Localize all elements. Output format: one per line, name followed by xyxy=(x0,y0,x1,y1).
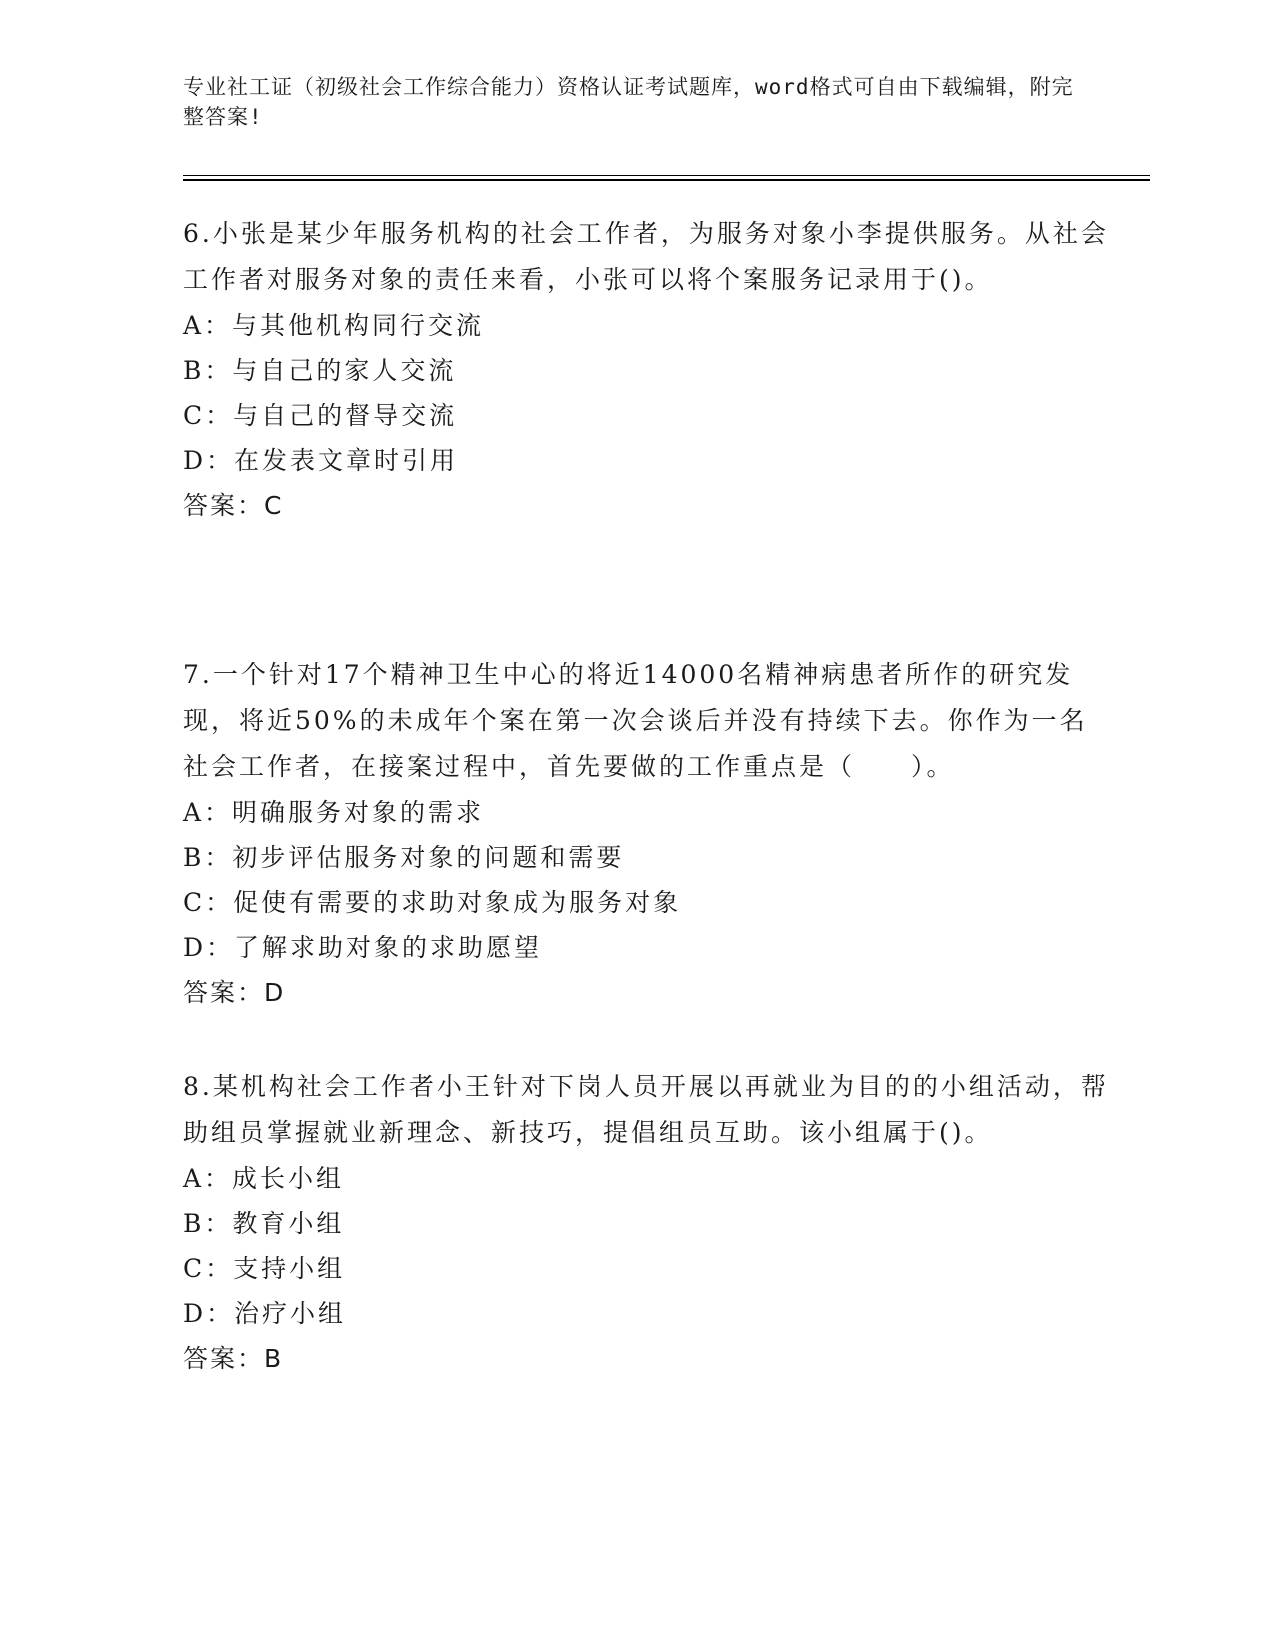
answer-line: 答案：B xyxy=(183,1344,284,1373)
question-8 xyxy=(183,1064,1113,1382)
option-c: C：促使有需要的求助对象成为服务对象 xyxy=(183,888,682,917)
header-divider xyxy=(183,175,1150,181)
question-stem: 8.某机构社会工作者小王针对下岗人员开展以再就业为目的的小组活动，帮助组员掌握就业新理念、新技巧，提倡组员互助。该小组属于()。 xyxy=(183,1072,1109,1147)
option-d: D：了解求助对象的求助愿望 xyxy=(183,933,543,962)
question-stem: 6.小张是某少年服务机构的社会工作者，为服务对象小李提供服务。从社会工作者对服务对象的责任来看，小张可以将个案服务记录用于()。 xyxy=(183,219,1109,294)
option-b: B：初步评估服务对象的问题和需要 xyxy=(183,843,625,872)
option-d: D：治疗小组 xyxy=(183,1299,347,1328)
answer-line: 答案：D xyxy=(183,978,286,1007)
option-a: A：成长小组 xyxy=(183,1164,345,1193)
header-title: 专业社工证（初级社会工作综合能力）资格认证考试题库，word格式可自由下载编辑，附完整答案! xyxy=(183,75,1074,129)
question-6 xyxy=(183,211,1113,529)
option-c: C：支持小组 xyxy=(183,1254,346,1283)
option-a: A：与其他机构同行交流 xyxy=(183,311,485,340)
option-a: A：明确服务对象的需求 xyxy=(183,798,485,827)
option-b: B：教育小组 xyxy=(183,1209,345,1238)
question-stem: 7.一个针对17个精神卫生中心的将近14000名精神病患者所作的研究发现，将近50%的未成年个案在第一次会谈后并没有持续下去。你作为一名社会工作者，在接案过程中，首先要做的工作重点是（ ）。 xyxy=(183,660,1088,781)
option-c: C：与自己的督导交流 xyxy=(183,401,458,430)
option-d: D：在发表文章时引用 xyxy=(183,446,459,475)
document-header xyxy=(183,72,1083,132)
question-7 xyxy=(183,652,1113,1016)
answer-line: 答案：C xyxy=(183,491,284,520)
option-b: B：与自己的家人交流 xyxy=(183,356,457,385)
